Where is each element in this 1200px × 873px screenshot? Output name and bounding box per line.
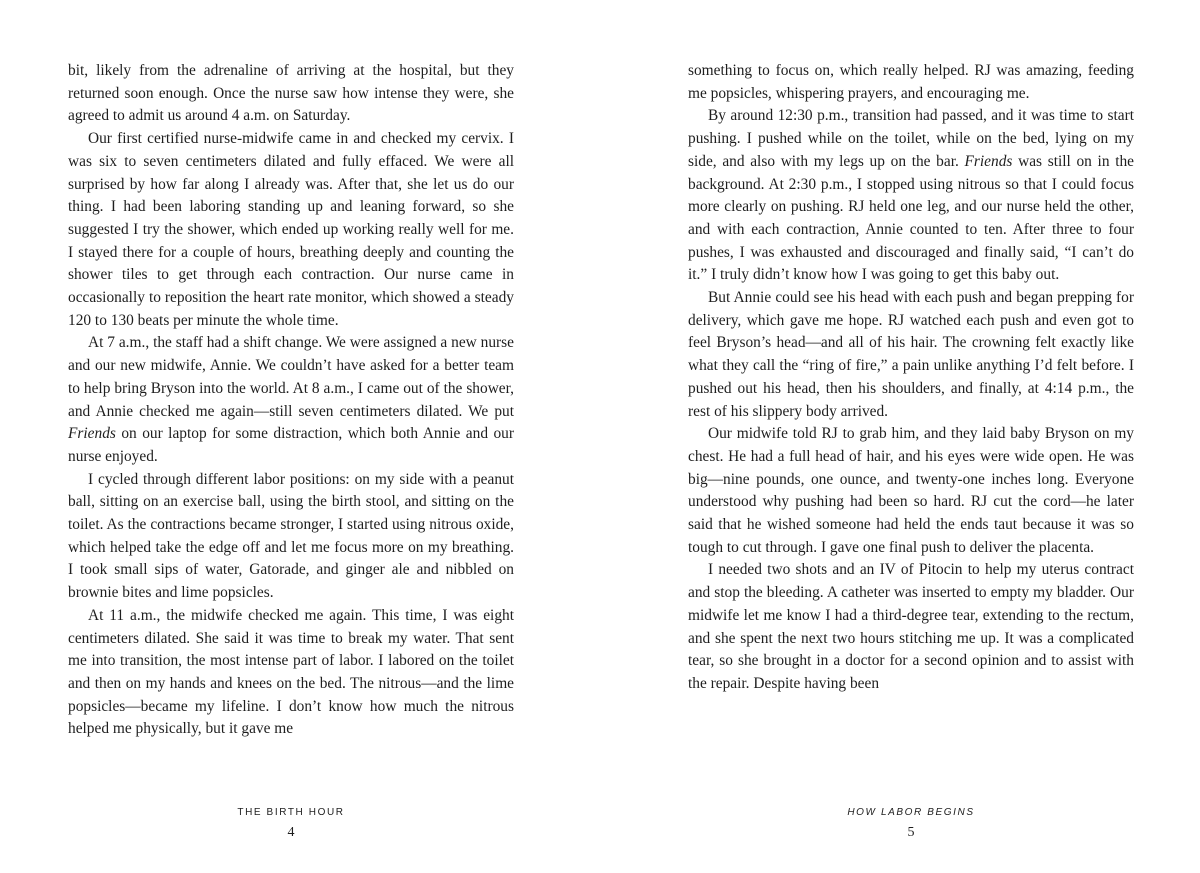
running-head-chapter-title: HOW LABOR BEGINS [847, 807, 975, 818]
italic-title: Friends [964, 152, 1013, 170]
left-page-footer [68, 806, 514, 842]
paragraph-text: on our laptop for some distraction, which both Annie and our nurse enjoyed. [68, 425, 514, 465]
paragraph: I cycled through different labor positions: on my side with a peanut ball, sitting on an exercise ball, using the birth stool, and sitting on the toilet. As the contractions became stronger, I started using nitrous oxide, which helped take the edge off and let me focus more on my breathing. I took small sips of water, Gatorade, and ginger ale and nibbled on brownie bites and lime popsicles. [68, 470, 514, 602]
right-page-body-text [688, 60, 1134, 696]
running-head-book-title: THE BIRTH HOUR [237, 807, 345, 818]
paragraph-text: was still on in the background. At 2:30 p.m., I stopped using nitrous so that I could focus more clearly on pushing. RJ held one leg, and our nurse held the other, and with each contraction, Annie counted to ten. After three to four pushes, I was exhausted and discouraged and finally said, “I can’t do it.” I truly didn’t know how I was going to get this baby out. [688, 152, 1134, 284]
paragraph [68, 332, 514, 468]
page-number: 4 [287, 825, 295, 840]
paragraph: But Annie could see his head with each push and began prepping for delivery, which gave me hope. RJ watched each push and even got to feel Bryson’s head—and all of his hair. The crowning felt exactly like what they call the “ring of fire,” a pain unlike anything I’d felt before. I pushed out his head, then his shoulders, and finally, at 4:14 p.m., the rest of his slippery body arrived. [688, 289, 1134, 420]
left-page-body-text [68, 60, 514, 741]
paragraph-text: By around 12:30 p.m., transition had passed, and it was time to start pushing. I pushed while on the toilet, while on the bed, lying on my side, and also with my legs up on the bar. [688, 107, 1134, 170]
paragraph-text: At 7 a.m., the staff had a shift change. We were assigned a new nurse and our new midwife, Annie. We couldn’t have asked for a better team to help bring Bryson into the world. At 8 a.m., I came out of the shower, and Annie checked me again—still seven centimeters dilated. We put [68, 334, 514, 420]
paragraph: I needed two shots and an IV of Pitocin to help my uterus contract and stop the bleeding. A catheter was inserted to empty my bladder. Our midwife let me know I had a third-degree tear, extending to the rectum, and she spent the next two hours stitching me up. It was a complicated tear, so she brought in a doctor for a second opinion and to assist with the repair. Despite having been [688, 561, 1134, 692]
paragraph: Our midwife told RJ to grab him, and they laid baby Bryson on my chest. He had a full head of hair, and his eyes were wide open. He was big—nine pounds, one ounce, and twenty-one inches long. Everyone understood why pushing had been so hard. RJ cut the cord—he later said that he wished someone had held the ends taut because it was so tough to cut through. I gave one final push to deliver the placenta. [688, 425, 1134, 556]
page-number: 5 [907, 825, 915, 840]
paragraph: bit, likely from the adrenaline of arriving at the hospital, but they returned soon enough. Once the nurse saw how intense they were, she agreed to admit us around 4 a.m. on Saturday. [68, 62, 514, 125]
paragraph: At 11 a.m., the midwife checked me again. This time, I was eight centimeters dilated. She said it was time to break my water. That sent me into transition, the most intense part of labor. I labored on the toilet and then on my hands and knees on the bed. The nitrous—and the lime popsicles—became my lifeline. I don’t know how much the nitrous helped me physically, but it gave me [68, 606, 514, 738]
right-page-footer [688, 806, 1134, 842]
paragraph [688, 105, 1134, 287]
paragraph: something to focus on, which really helped. RJ was amazing, feeding me popsicles, whispering prayers, and encouraging me. [688, 62, 1134, 102]
italic-title: Friends [68, 425, 116, 443]
right-page [600, 0, 1200, 873]
paragraph: Our first certified nurse-midwife came in and checked my cervix. I was six to seven centimeters dilated and fully effaced. We were all surprised by how far along I already was. After that, she let us do our thing. I had been laboring standing up and leaning forward, so she suggested I try the shower, which ended up working really well for me. I stayed there for a couple of hours, breathing deeply and counting the shower tiles to get through each contraction. Our nurse came in occasionally to reposition the heart rate monitor, which showed a steady 120 to 130 beats per minute the whole time. [68, 130, 514, 329]
